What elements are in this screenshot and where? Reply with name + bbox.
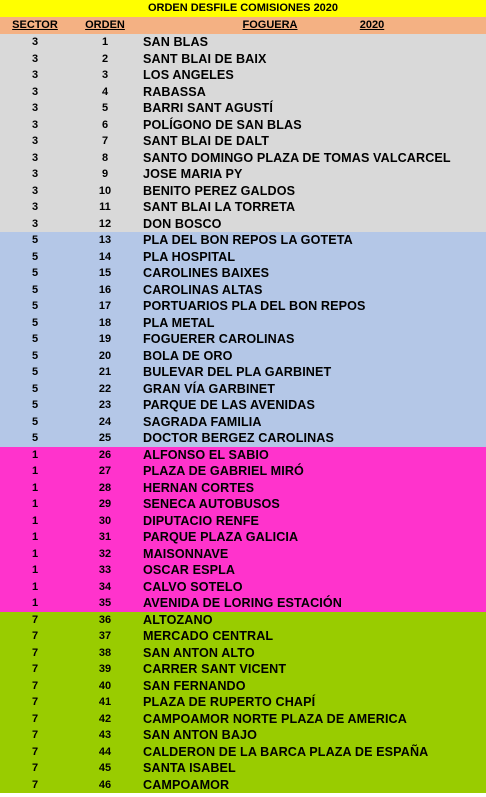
cell-foguera: SAGRADA FAMILIA bbox=[143, 414, 262, 429]
cell-sector: 1 bbox=[31, 498, 39, 510]
cell-foguera: CAMPOAMOR NORTE PLAZA DE AMERICA bbox=[143, 711, 407, 726]
cell-sector: 3 bbox=[31, 118, 39, 131]
cell-foguera: PLA HOSPITAL bbox=[143, 249, 236, 264]
table-row bbox=[0, 117, 486, 134]
table-row bbox=[0, 430, 486, 447]
cell-sector: 1 bbox=[31, 597, 39, 609]
cell-sector: 3 bbox=[31, 168, 39, 180]
table-row bbox=[0, 100, 486, 117]
sheet-title: ORDEN DESFILE COMISIONES 2020 bbox=[0, 0, 486, 17]
cell-orden: 27 bbox=[98, 465, 112, 477]
table-row bbox=[0, 232, 486, 249]
table-row bbox=[0, 67, 486, 84]
cell-orden: 13 bbox=[98, 234, 112, 246]
cell-sector: 3 bbox=[31, 36, 39, 48]
table-row bbox=[0, 331, 486, 348]
table-row bbox=[0, 216, 486, 233]
cell-orden: 1 bbox=[101, 36, 109, 48]
cell-foguera: PLA METAL bbox=[143, 315, 215, 330]
table-row bbox=[0, 34, 486, 51]
cell-sector: 1 bbox=[31, 531, 39, 543]
cell-sector: 7 bbox=[31, 646, 39, 659]
cell-foguera: SENECA AUTOBUSOS bbox=[143, 497, 280, 511]
cell-orden: 10 bbox=[98, 184, 112, 197]
cell-sector: 1 bbox=[31, 481, 39, 494]
cell-sector: 3 bbox=[31, 102, 39, 114]
cell-sector: 5 bbox=[31, 366, 39, 378]
cell-foguera: RABASSA bbox=[143, 84, 206, 99]
header-orden: ORDEN bbox=[85, 19, 125, 31]
cell-orden: 21 bbox=[98, 366, 112, 378]
cell-foguera: SANTA ISABEL bbox=[143, 761, 236, 775]
cell-foguera: BOLA DE ORO bbox=[143, 348, 233, 363]
table-row bbox=[0, 727, 486, 744]
cell-sector: 7 bbox=[31, 762, 39, 774]
cell-foguera: JOSE MARIA PY bbox=[143, 167, 243, 181]
table-row bbox=[0, 645, 486, 662]
header-year: 2020 bbox=[359, 19, 385, 31]
cell-foguera: BENITO PEREZ GALDOS bbox=[143, 183, 296, 198]
cell-foguera: CALDERON DE LA BARCA PLAZA DE ESPAÑA bbox=[143, 744, 429, 759]
table-row bbox=[0, 744, 486, 761]
cell-orden: 38 bbox=[98, 646, 112, 659]
table-row bbox=[0, 150, 486, 167]
cell-orden: 37 bbox=[98, 630, 112, 642]
cell-orden: 35 bbox=[98, 597, 112, 609]
cell-foguera: AVENIDA DE LORING ESTACIÓN bbox=[143, 596, 342, 610]
cell-foguera: GRAN VÍA GARBINET bbox=[143, 381, 276, 396]
cell-foguera: HERNAN CORTES bbox=[143, 480, 255, 495]
cell-orden: 12 bbox=[98, 217, 112, 230]
cell-sector: 5 bbox=[31, 267, 39, 279]
header-sector: SECTOR bbox=[12, 19, 58, 31]
cell-orden: 14 bbox=[98, 250, 112, 263]
table-row bbox=[0, 447, 486, 464]
cell-orden: 19 bbox=[98, 333, 112, 345]
cell-orden: 11 bbox=[99, 201, 111, 213]
table-row bbox=[0, 513, 486, 530]
cell-sector: 1 bbox=[31, 547, 39, 560]
cell-sector: 5 bbox=[31, 316, 39, 329]
cell-orden: 25 bbox=[98, 432, 112, 444]
cell-orden: 28 bbox=[98, 481, 112, 494]
cell-foguera: LOS ANGELES bbox=[143, 68, 234, 82]
cell-orden: 7 bbox=[101, 135, 109, 147]
cell-sector: 3 bbox=[31, 69, 39, 81]
cell-sector: 1 bbox=[31, 448, 39, 461]
cell-orden: 22 bbox=[98, 382, 112, 395]
table-row bbox=[0, 265, 486, 282]
table-row bbox=[0, 529, 486, 546]
cell-foguera: PLA DEL BON REPOS LA GOTETA bbox=[143, 233, 353, 247]
cell-foguera: DIPUTACIO RENFE bbox=[143, 513, 260, 528]
cell-sector: 3 bbox=[31, 201, 39, 213]
cell-orden: 6 bbox=[101, 118, 109, 131]
cell-orden: 20 bbox=[98, 349, 112, 362]
cell-foguera: OSCAR ESPLA bbox=[143, 563, 236, 577]
cell-orden: 30 bbox=[98, 514, 112, 527]
table-row bbox=[0, 381, 486, 398]
table-row bbox=[0, 661, 486, 678]
cell-orden: 39 bbox=[98, 663, 112, 675]
table-row bbox=[0, 298, 486, 315]
table-row bbox=[0, 166, 486, 183]
cell-orden: 41 bbox=[98, 696, 112, 708]
cell-sector: 5 bbox=[31, 300, 39, 312]
cell-foguera: PARQUE DE LAS AVENIDAS bbox=[143, 398, 315, 412]
header-foguera: FOGUERA bbox=[242, 19, 298, 31]
cell-foguera: SANTO DOMINGO PLAZA DE TOMAS VALCARCEL bbox=[143, 150, 451, 165]
cell-foguera: FOGUERER CAROLINAS bbox=[143, 332, 295, 346]
cell-sector: 7 bbox=[31, 613, 39, 626]
cell-sector: 5 bbox=[31, 234, 39, 246]
table-row bbox=[0, 84, 486, 101]
table-row bbox=[0, 463, 486, 480]
cell-sector: 7 bbox=[31, 712, 39, 725]
table-row bbox=[0, 282, 486, 299]
cell-sector: 1 bbox=[31, 580, 39, 593]
cell-foguera: ALFONSO EL SABIO bbox=[143, 447, 269, 462]
cell-foguera: DOCTOR BERGEZ CAROLINAS bbox=[143, 431, 334, 445]
cell-sector: 1 bbox=[31, 465, 39, 477]
table-row bbox=[0, 546, 486, 563]
cell-sector: 7 bbox=[31, 663, 39, 675]
cell-orden: 17 bbox=[98, 300, 112, 312]
table-row bbox=[0, 348, 486, 365]
cell-orden: 31 bbox=[98, 531, 112, 543]
cell-foguera: SAN BLAS bbox=[143, 35, 209, 49]
table-row bbox=[0, 595, 486, 612]
cell-sector: 7 bbox=[31, 729, 39, 741]
cell-orden: 23 bbox=[98, 399, 112, 411]
cell-sector: 5 bbox=[31, 250, 39, 263]
cell-sector: 7 bbox=[31, 745, 39, 758]
cell-orden: 3 bbox=[101, 69, 109, 81]
cell-sector: 3 bbox=[31, 217, 39, 230]
table-row bbox=[0, 628, 486, 645]
cell-orden: 43 bbox=[98, 729, 112, 741]
table-row bbox=[0, 199, 486, 216]
table-row bbox=[0, 414, 486, 431]
cell-foguera: POLÍGONO DE SAN BLAS bbox=[143, 117, 302, 132]
cell-foguera: DON BOSCO bbox=[143, 216, 222, 231]
cell-orden: 40 bbox=[98, 679, 112, 692]
cell-foguera: CALVO SOTELO bbox=[143, 579, 243, 594]
cell-foguera: SANT BLAI LA TORRETA bbox=[143, 200, 296, 214]
cell-foguera: BULEVAR DEL PLA GARBINET bbox=[143, 365, 332, 379]
cell-foguera: ALTOZANO bbox=[143, 612, 213, 627]
cell-sector: 7 bbox=[31, 679, 39, 692]
table-row bbox=[0, 612, 486, 629]
cell-sector: 7 bbox=[31, 696, 39, 708]
table-row bbox=[0, 51, 486, 68]
table-row bbox=[0, 315, 486, 332]
cell-foguera: MAISONNAVE bbox=[143, 546, 229, 561]
cell-foguera: CAMPOAMOR bbox=[143, 777, 230, 792]
table-row bbox=[0, 711, 486, 728]
cell-orden: 44 bbox=[98, 745, 112, 758]
cell-sector: 5 bbox=[31, 415, 39, 428]
cell-sector: 3 bbox=[31, 135, 39, 147]
cell-sector: 5 bbox=[31, 382, 39, 395]
cell-orden: 46 bbox=[98, 778, 112, 791]
cell-orden: 34 bbox=[98, 580, 112, 593]
cell-orden: 33 bbox=[98, 564, 112, 576]
cell-orden: 5 bbox=[101, 102, 109, 114]
table-row bbox=[0, 579, 486, 596]
cell-sector: 1 bbox=[31, 564, 39, 576]
table-row bbox=[0, 480, 486, 497]
cell-sector: 7 bbox=[31, 630, 39, 642]
cell-foguera: CARRER SANT VICENT bbox=[143, 662, 287, 676]
cell-sector: 5 bbox=[31, 333, 39, 345]
cell-sector: 7 bbox=[31, 778, 39, 791]
cell-sector: 1 bbox=[31, 514, 39, 527]
cell-orden: 4 bbox=[101, 85, 109, 98]
cell-sector: 3 bbox=[31, 151, 39, 164]
cell-orden: 29 bbox=[98, 498, 112, 510]
table-row bbox=[0, 397, 486, 414]
cell-foguera: BARRI SANT AGUSTÍ bbox=[143, 101, 273, 115]
cell-orden: 32 bbox=[98, 547, 112, 560]
table-row bbox=[0, 678, 486, 695]
cell-orden: 18 bbox=[98, 316, 112, 329]
cell-foguera: SANT BLAI DE BAIX bbox=[143, 51, 267, 66]
cell-orden: 42 bbox=[98, 712, 112, 725]
cell-foguera: SAN ANTON BAJO bbox=[143, 728, 258, 742]
table-row bbox=[0, 183, 486, 200]
cell-foguera: SAN FERNANDO bbox=[143, 678, 246, 693]
cell-orden: 16 bbox=[98, 283, 112, 296]
cell-orden: 9 bbox=[101, 168, 109, 180]
cell-sector: 5 bbox=[31, 432, 39, 444]
table-row bbox=[0, 777, 486, 794]
cell-sector: 3 bbox=[31, 52, 39, 65]
table-row bbox=[0, 364, 486, 381]
cell-foguera: PLAZA DE RUPERTO CHAPÍ bbox=[143, 695, 316, 709]
cell-orden: 24 bbox=[98, 415, 112, 428]
cell-orden: 2 bbox=[101, 52, 109, 65]
cell-orden: 15 bbox=[98, 267, 112, 279]
cell-sector: 5 bbox=[31, 399, 39, 411]
cell-sector: 3 bbox=[31, 184, 39, 197]
table-body bbox=[0, 34, 486, 793]
table-row bbox=[0, 694, 486, 711]
cell-sector: 5 bbox=[31, 283, 39, 296]
cell-orden: 26 bbox=[98, 448, 112, 461]
cell-foguera: CAROLINES BAIXES bbox=[143, 266, 270, 280]
cell-foguera: PLAZA DE GABRIEL MIRÓ bbox=[143, 464, 304, 478]
table-row bbox=[0, 249, 486, 266]
cell-sector: 5 bbox=[31, 349, 39, 362]
cell-foguera: SANT BLAI DE DALT bbox=[143, 134, 269, 148]
cell-foguera: PARQUE PLAZA GALICIA bbox=[143, 530, 299, 544]
cell-foguera: SAN ANTON ALTO bbox=[143, 645, 255, 660]
cell-sector: 3 bbox=[31, 85, 39, 98]
cell-foguera: PORTUARIOS PLA DEL BON REPOS bbox=[143, 299, 366, 313]
cell-orden: 45 bbox=[98, 762, 112, 774]
cell-foguera: MERCADO CENTRAL bbox=[143, 629, 274, 643]
cell-orden: 36 bbox=[98, 613, 112, 626]
table-row bbox=[0, 760, 486, 777]
table-row bbox=[0, 562, 486, 579]
cell-foguera: CAROLINAS ALTAS bbox=[143, 282, 263, 297]
table-row bbox=[0, 496, 486, 513]
cell-orden: 8 bbox=[101, 151, 109, 164]
table-row bbox=[0, 133, 486, 150]
table-header bbox=[0, 17, 486, 34]
